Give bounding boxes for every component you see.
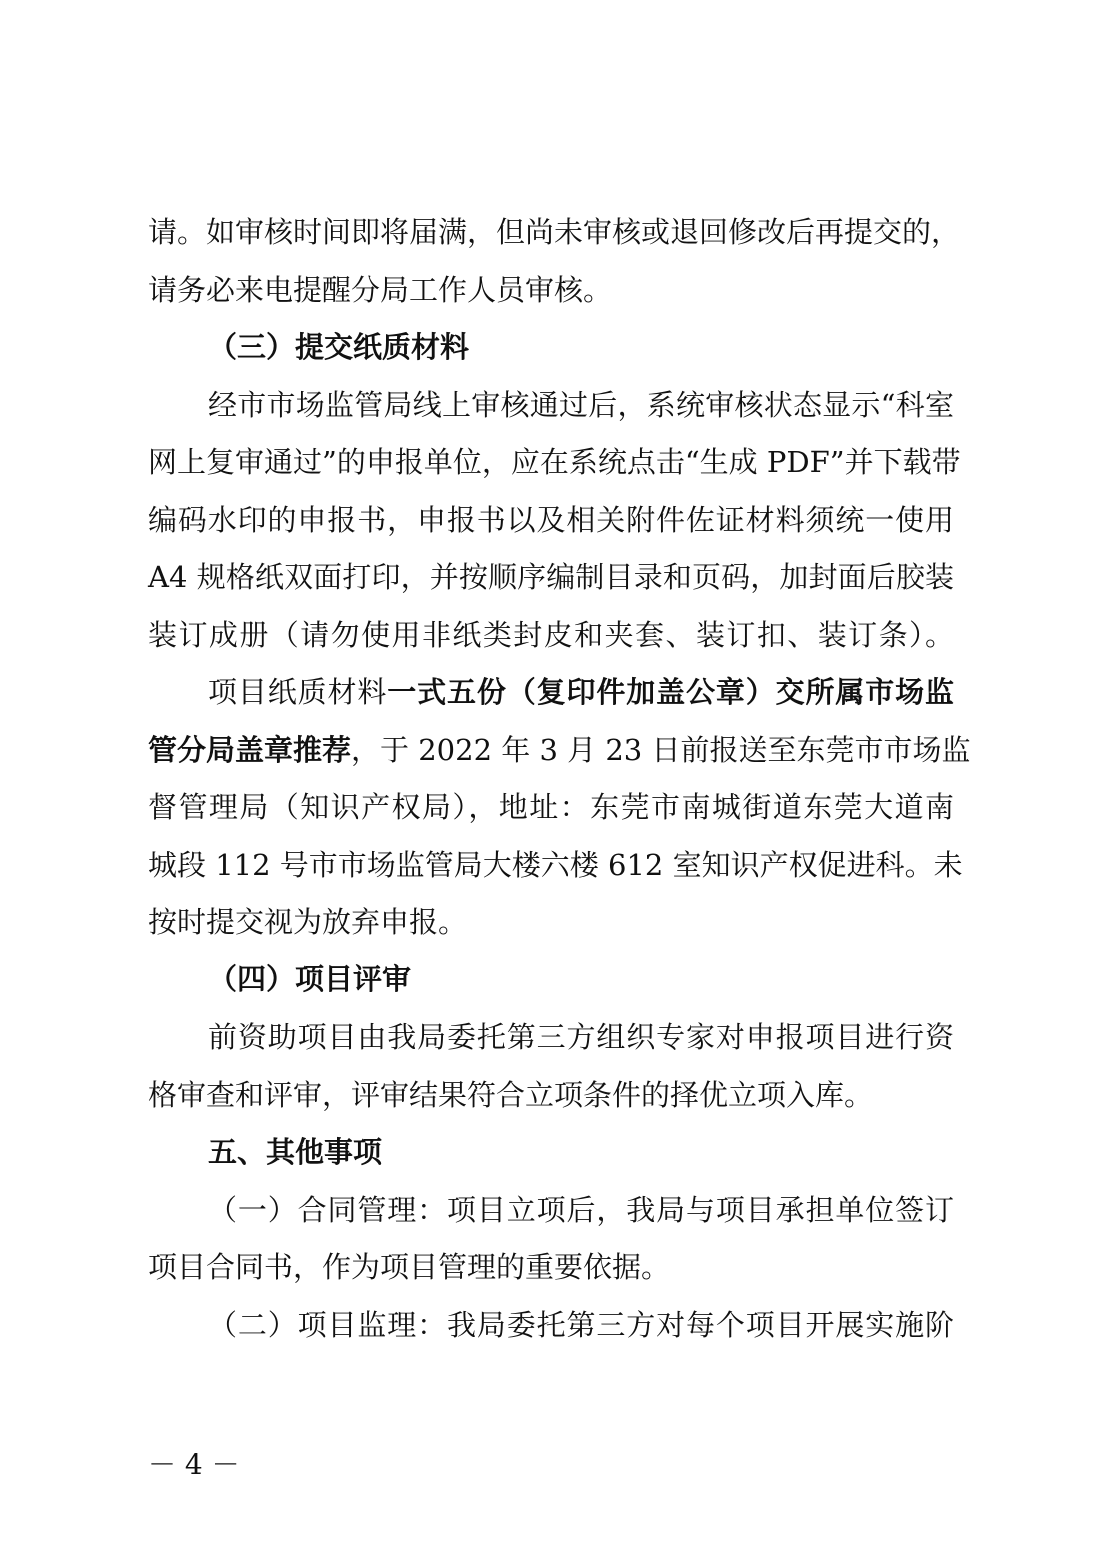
body-text-line: 请务必来电提醒分局工作人员审核。	[148, 273, 613, 307]
body-text-line: 编码水印的申报书，申报书以及相关附件佐证材料须统一使用	[148, 503, 954, 537]
body-text-line: （一）合同管理：项目立项后，我局与项目承担单位签订	[208, 1193, 954, 1227]
body-text-line	[148, 730, 971, 770]
body-text-line: 城段 112 号市市场监管局大楼六楼 612 室知识产权促进科。未	[148, 848, 963, 882]
page-number: － 4 －	[148, 1448, 240, 1481]
body-text-line: 装订成册（请勿使用非纸类封皮和夹套、装订扣、装订条）。	[148, 618, 954, 652]
section-heading: （四）项目评审	[208, 962, 412, 996]
plain-text: 项目纸质材料	[208, 675, 388, 709]
body-text-line: 督管理局（知识产权局），地址：东莞市南城街道东莞大道南	[148, 790, 954, 824]
section-heading: 五、其他事项	[208, 1135, 383, 1169]
body-text-line	[208, 672, 954, 712]
body-text-line: 按时提交视为放弃申报。	[148, 905, 468, 939]
body-text-line: 网上复审通过”的申报单位，应在系统点击“生成 PDF”并下载带	[148, 445, 961, 479]
plain-text: ，于 2022 年 3 月 23 日前报送至东莞市市场监	[351, 733, 971, 767]
section-heading: （三）提交纸质材料	[208, 330, 470, 364]
body-text-line: A4 规格纸双面打印，并按顺序编制目录和页码，加封面后胶装	[148, 560, 954, 594]
body-text-line: （二）项目监理：我局委托第三方对每个项目开展实施阶	[208, 1308, 954, 1342]
body-text-line: 请。如审核时间即将届满，但尚未审核或退回修改后再提交的，	[148, 215, 961, 249]
bold-text: 一式五份（复印件加盖公章）交所属市场监	[387, 675, 954, 709]
bold-text: 管分局盖章推荐	[148, 733, 352, 767]
body-text-line: 经市市场监管局线上审核通过后，系统审核状态显示“科室	[208, 388, 954, 422]
body-text-line: 前资助项目由我局委托第三方组织专家对申报项目进行资	[208, 1020, 954, 1054]
body-text-line: 格审查和评审，评审结果符合立项条件的择优立项入库。	[148, 1078, 874, 1112]
body-text-line: 项目合同书，作为项目管理的重要依据。	[148, 1250, 671, 1284]
